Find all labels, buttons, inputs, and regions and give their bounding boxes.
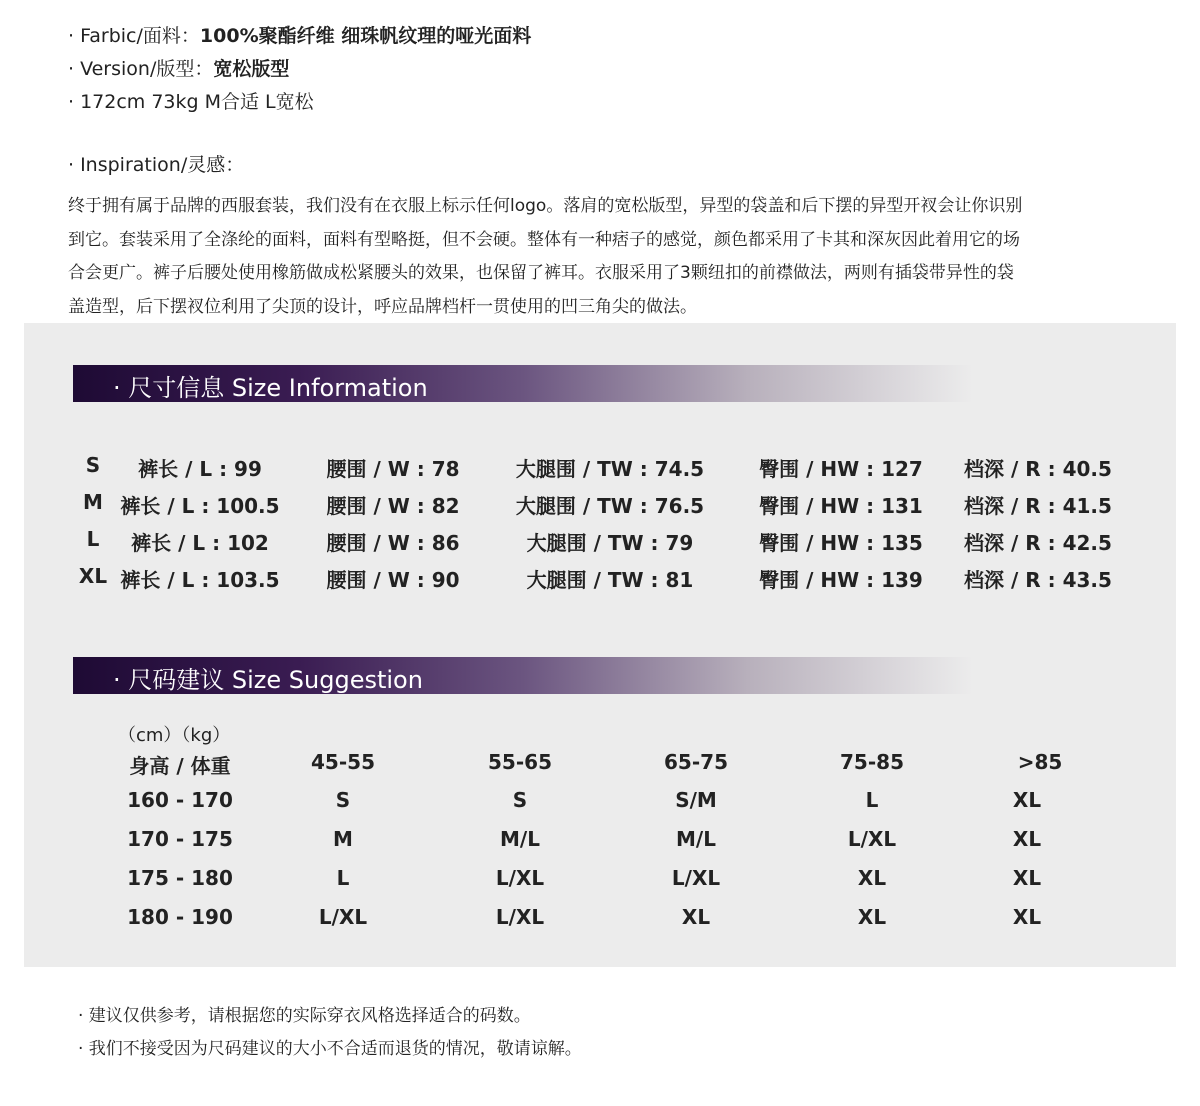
height-range: 170 - 175 [127,827,233,851]
thigh-value: 大腿围 / TW : 79 [526,531,694,555]
size-cell: M/L [500,827,540,851]
inspiration-line: 到它。套装采用了全涤纶的面料，面料有型略挺，但不会硬。整体有一种痞子的感觉，颜色都采用了卡其和深灰因此着用它的场 [68,229,1020,250]
rise-value: 档深 / R : 41.5 [964,494,1112,518]
header-cell: 75-85 [840,750,904,774]
note-line: · 我们不接受因为尺码建议的大小不合适而退货的情况，敬请谅解。 [78,1039,582,1059]
size-suggestion-banner [73,657,973,694]
height-range: 160 - 170 [127,788,233,812]
waist-value: 腰围 / W : 78 [326,457,460,481]
rise-value: 档深 / R : 43.5 [964,568,1112,592]
size-panel [24,323,1176,967]
hip-value: 臀围 / HW : 127 [759,457,923,481]
header-cell: 55-65 [488,750,552,774]
header-cell: >85 [1017,750,1063,774]
size-cell: M/L [676,827,716,851]
size-cell: XL [857,905,887,929]
size-cell: L/XL [318,905,368,929]
inspiration-line: 合会更广。裤子后腰处使用橡筋做成松紧腰头的效果，也保留了裤耳。衣服采用了3颗纽扣的前襟做法，两则有插袋带异性的袋 [68,263,1014,283]
rise-value: 档深 / R : 42.5 [964,531,1112,555]
size-cell: XL [1012,827,1042,851]
thigh-value: 大腿围 / TW : 76.5 [515,494,705,518]
size-cell: XL [681,905,711,929]
inspiration-line: 终于拥有属于品牌的西服套装，我们没有在衣服上标示任何logo。落肩的宽松版型，异型的袋盖和后下摆的异型开衩会让你识别 [68,196,1023,216]
version-row [68,53,531,86]
hip-value: 臀围 / HW : 131 [759,494,923,518]
size-cell: M [333,827,353,851]
hip-value: 臀围 / HW : 135 [759,531,923,555]
rise-value: 档深 / R : 40.5 [964,457,1112,481]
size-info-banner [73,365,973,402]
waist-value: 腰围 / W : 82 [326,494,460,518]
length-value: 裤长 / L : 99 [138,457,262,481]
model-row: · 172cm 73kg M合适 L宽松 [68,91,314,113]
size-cell: S [335,788,351,812]
size-cell: L [865,788,879,812]
size-cell: L/XL [495,866,545,890]
size-cell: XL [857,866,887,890]
header-cell: 身高 / 体重 [129,754,231,778]
fabric-label: · Farbic/面料： [68,25,200,47]
length-value: 裤长 / L : 102 [131,531,269,555]
thigh-value: 大腿围 / TW : 74.5 [515,457,705,481]
length-value: 裤长 / L : 103.5 [120,568,280,592]
hip-value: 臀围 / HW : 139 [759,568,923,592]
version-label: · Version/版型： [68,58,214,80]
waist-value: 腰围 / W : 86 [326,531,460,555]
size-cell: XL [1012,905,1042,929]
version-value: 宽松版型 [213,58,290,80]
header-cell: 65-75 [664,750,728,774]
size-label: M [83,490,103,514]
disclaimer-notes [78,1000,582,1066]
size-suggestion-title: · 尺码建议 Size Suggestion [113,666,423,694]
note-line: · 建议仅供参考，请根据您的实际穿衣风格选择适合的码数。 [78,1006,531,1026]
inspiration-line: 盖造型，后下摆衩位利用了尖顶的设计，呼应品牌档杆一贯使用的凹三角尖的做法。 [68,296,697,317]
header-cell: 45-55 [311,750,375,774]
size-cell: S [512,788,528,812]
size-cell: L/XL [671,866,721,890]
size-label: L [86,527,100,551]
size-cell: XL [1012,788,1042,812]
inspiration-body [68,190,1138,324]
waist-value: 腰围 / W : 90 [326,568,460,592]
height-range: 175 - 180 [127,866,233,890]
units-label: （cm）（kg） [118,725,231,746]
size-label: S [85,453,101,477]
size-cell: L [336,866,350,890]
size-label: XL [78,564,108,588]
size-cell: XL [1012,866,1042,890]
thigh-value: 大腿围 / TW : 81 [526,568,694,592]
height-range: 180 - 190 [127,905,233,929]
size-info-title: · 尺寸信息 Size Information [113,374,428,402]
fabric-value: 100%聚酯纤维 细珠帆纹理的哑光面料 [199,25,532,47]
size-cell: L/XL [847,827,897,851]
product-specs [68,20,531,119]
length-value: 裤长 / L : 100.5 [120,494,280,518]
size-cell: L/XL [495,905,545,929]
inspiration-title: · Inspiration/灵感： [68,154,245,176]
fabric-row [68,20,531,53]
size-cell: S/M [675,788,717,812]
